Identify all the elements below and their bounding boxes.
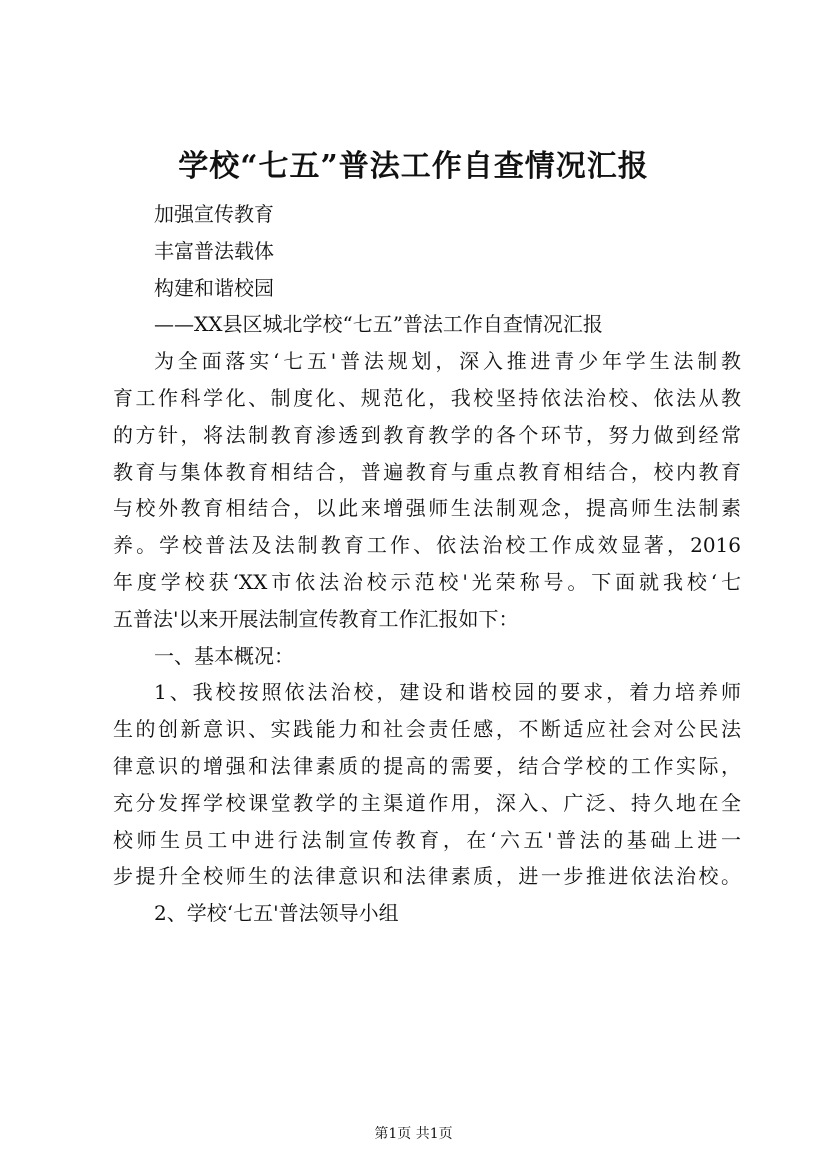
page-footer: 第1页 共1页 (374, 1126, 453, 1142)
paragraph-line: 为全面落实‘七五'普法规划，深入推进青少年学生法制教 (154, 349, 741, 374)
paragraph-line: 1、我校按照依法治校，建设和谐校园的要求，着力培养师 (154, 680, 741, 705)
paragraph-line: 五普法'以来开展法制宣传教育工作汇报如下： (113, 606, 519, 631)
paragraph-line: 生的创新意识、实践能力和社会责任感，不断适应社会对公民法 (113, 717, 741, 742)
section-heading: 2、学校‘七五'普法领导小组 (154, 901, 399, 926)
paragraph-line: 步提升全校师生的法律意识和法律素质，进一步推进依法治校。 (113, 864, 741, 889)
paragraph-line: 年度学校获‘XX市依法治校示范校'光荣称号。下面就我校‘七 (113, 569, 741, 594)
paragraph-line: 校师生员工中进行法制宣传教育，在‘六五'普法的基础上进一 (113, 827, 741, 852)
section-heading: 一、基本概况： (154, 643, 294, 668)
paragraph-line: 充分发挥学校课堂教学的主渠道作用，深入、广泛、持久地在全 (113, 790, 741, 815)
subtitle-line: 构建和谐校园 (154, 275, 274, 300)
document-body (113, 196, 741, 932)
paragraph-line: 的方针，将法制教育渗透到教育教学的各个环节，努力做到经常 (113, 422, 741, 447)
byline: ——XX县区城北学校“七五”普法工作自查情况汇报 (154, 312, 603, 337)
paragraph-line: 与校外教育相结合，以此来增强师生法制观念，提高师生法制素 (113, 496, 741, 521)
document-title: 学校“七五”普法工作自查情况汇报 (178, 149, 649, 184)
paragraph-line: 养。学校普法及法制教育工作、依法治校工作成效显著，2016 (113, 533, 741, 558)
subtitle-line: 丰富普法载体 (154, 238, 274, 263)
paragraph-line: 律意识的增强和法律素质的提高的需要，结合学校的工作实际， (113, 753, 741, 778)
subtitle-line: 加强宣传教育 (154, 202, 274, 226)
paragraph-line: 育工作科学化、制度化、规范化，我校坚持依法治校、依法从教 (113, 385, 741, 410)
paragraph-line: 教育与集体教育相结合，普遍教育与重点教育相结合，校内教育 (113, 459, 741, 484)
